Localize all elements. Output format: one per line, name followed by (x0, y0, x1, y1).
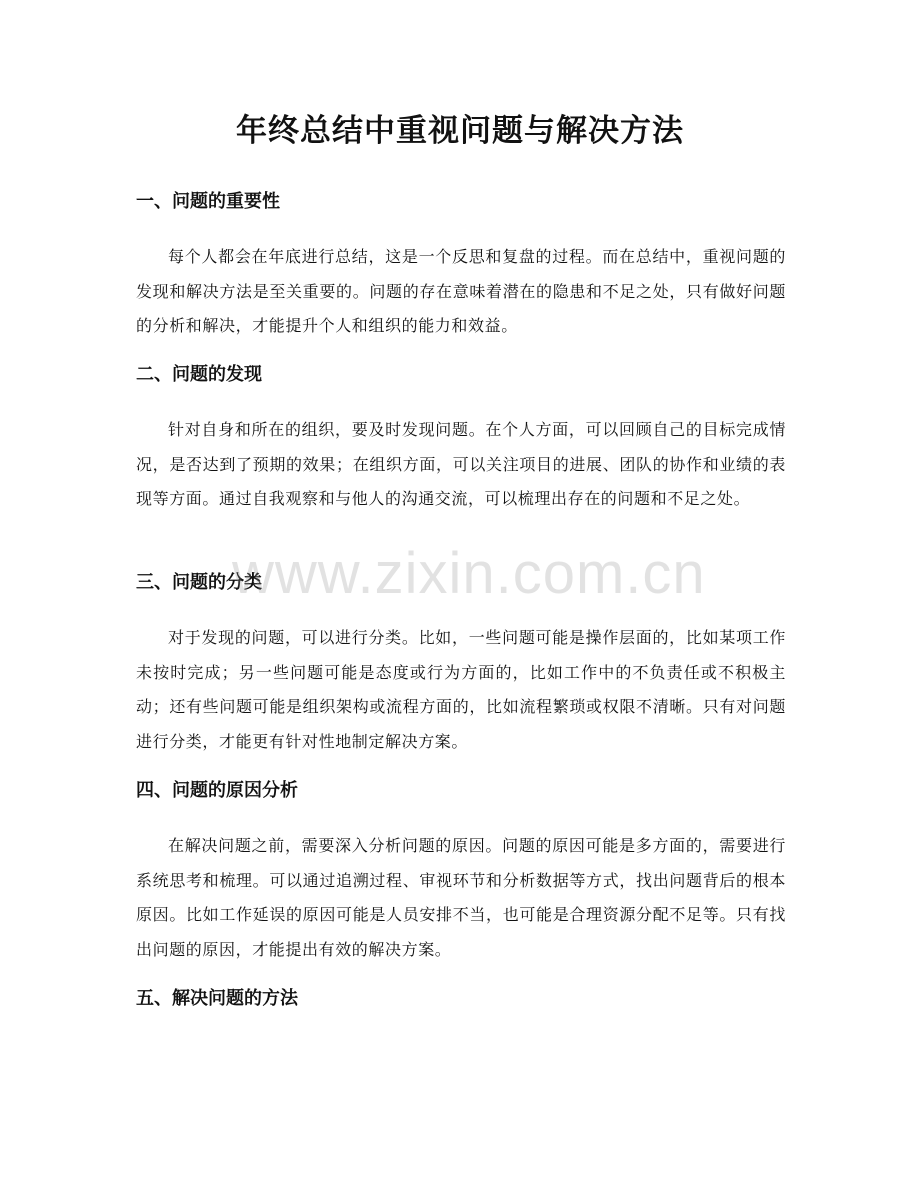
section-paragraph: 针对自身和所在的组织，要及时发现问题。在个人方面，可以回顾自己的目标完成情况，是否达到了预期的效果；在组织方面，可以关注项目的进展、团队的协作和业绩的表现等方面。通过自我观察和与他人的沟通交流，可以梳理出存在的问题和不足之处。 (136, 420, 786, 508)
section-paragraph: 对于发现的问题，可以进行分类。比如，一些问题可能是操作层面的，比如某项工作未按时完成；另一些问题可能是态度或行为方面的，比如工作中的不负责任或不积极主动；还有些问题可能是组织架构或流程方面的，比如流程繁琐或权限不清晰。只有对问题进行分类，才能更有针对性地制定解决方案。 (136, 628, 786, 751)
section-heading: 二、问题的发现 (136, 364, 262, 385)
section-paragraph: 每个人都会在年底进行总结，这是一个反思和复盘的过程。而在总结中，重视问题的发现和解决方法是至关重要的。问题的存在意味着潜在的隐患和不足之处，只有做好问题的分析和解决，才能提升个人和组织的能力和效益。 (136, 247, 786, 335)
document-title: 年终总结中重视问题与解决方法 (236, 113, 684, 149)
section-paragraph: 在解决问题之前，需要深入分析问题的原因。问题的原因可能是多方面的，需要进行系统思考和梳理。可以通过追溯过程、审视环节和分析数据等方式，找出问题背后的根本原因。比如工作延误的原因可能是人员安排不当，也可能是合理资源分配不足等。只有找出问题的原因，才能提出有效的解决方案。 (136, 836, 786, 959)
section-heading: 五、解决问题的方法 (136, 988, 298, 1009)
watermark: www.zixin.com.cn (232, 541, 706, 606)
section-classification (136, 569, 786, 759)
section-heading: 四、问题的原因分析 (136, 780, 298, 801)
section-solutions (136, 985, 786, 1013)
section-importance (136, 188, 786, 344)
section-discovery (136, 361, 786, 517)
section-cause-analysis (136, 777, 786, 967)
section-heading: 一、问题的重要性 (136, 191, 280, 212)
section-heading: 三、问题的分类 (136, 572, 262, 593)
